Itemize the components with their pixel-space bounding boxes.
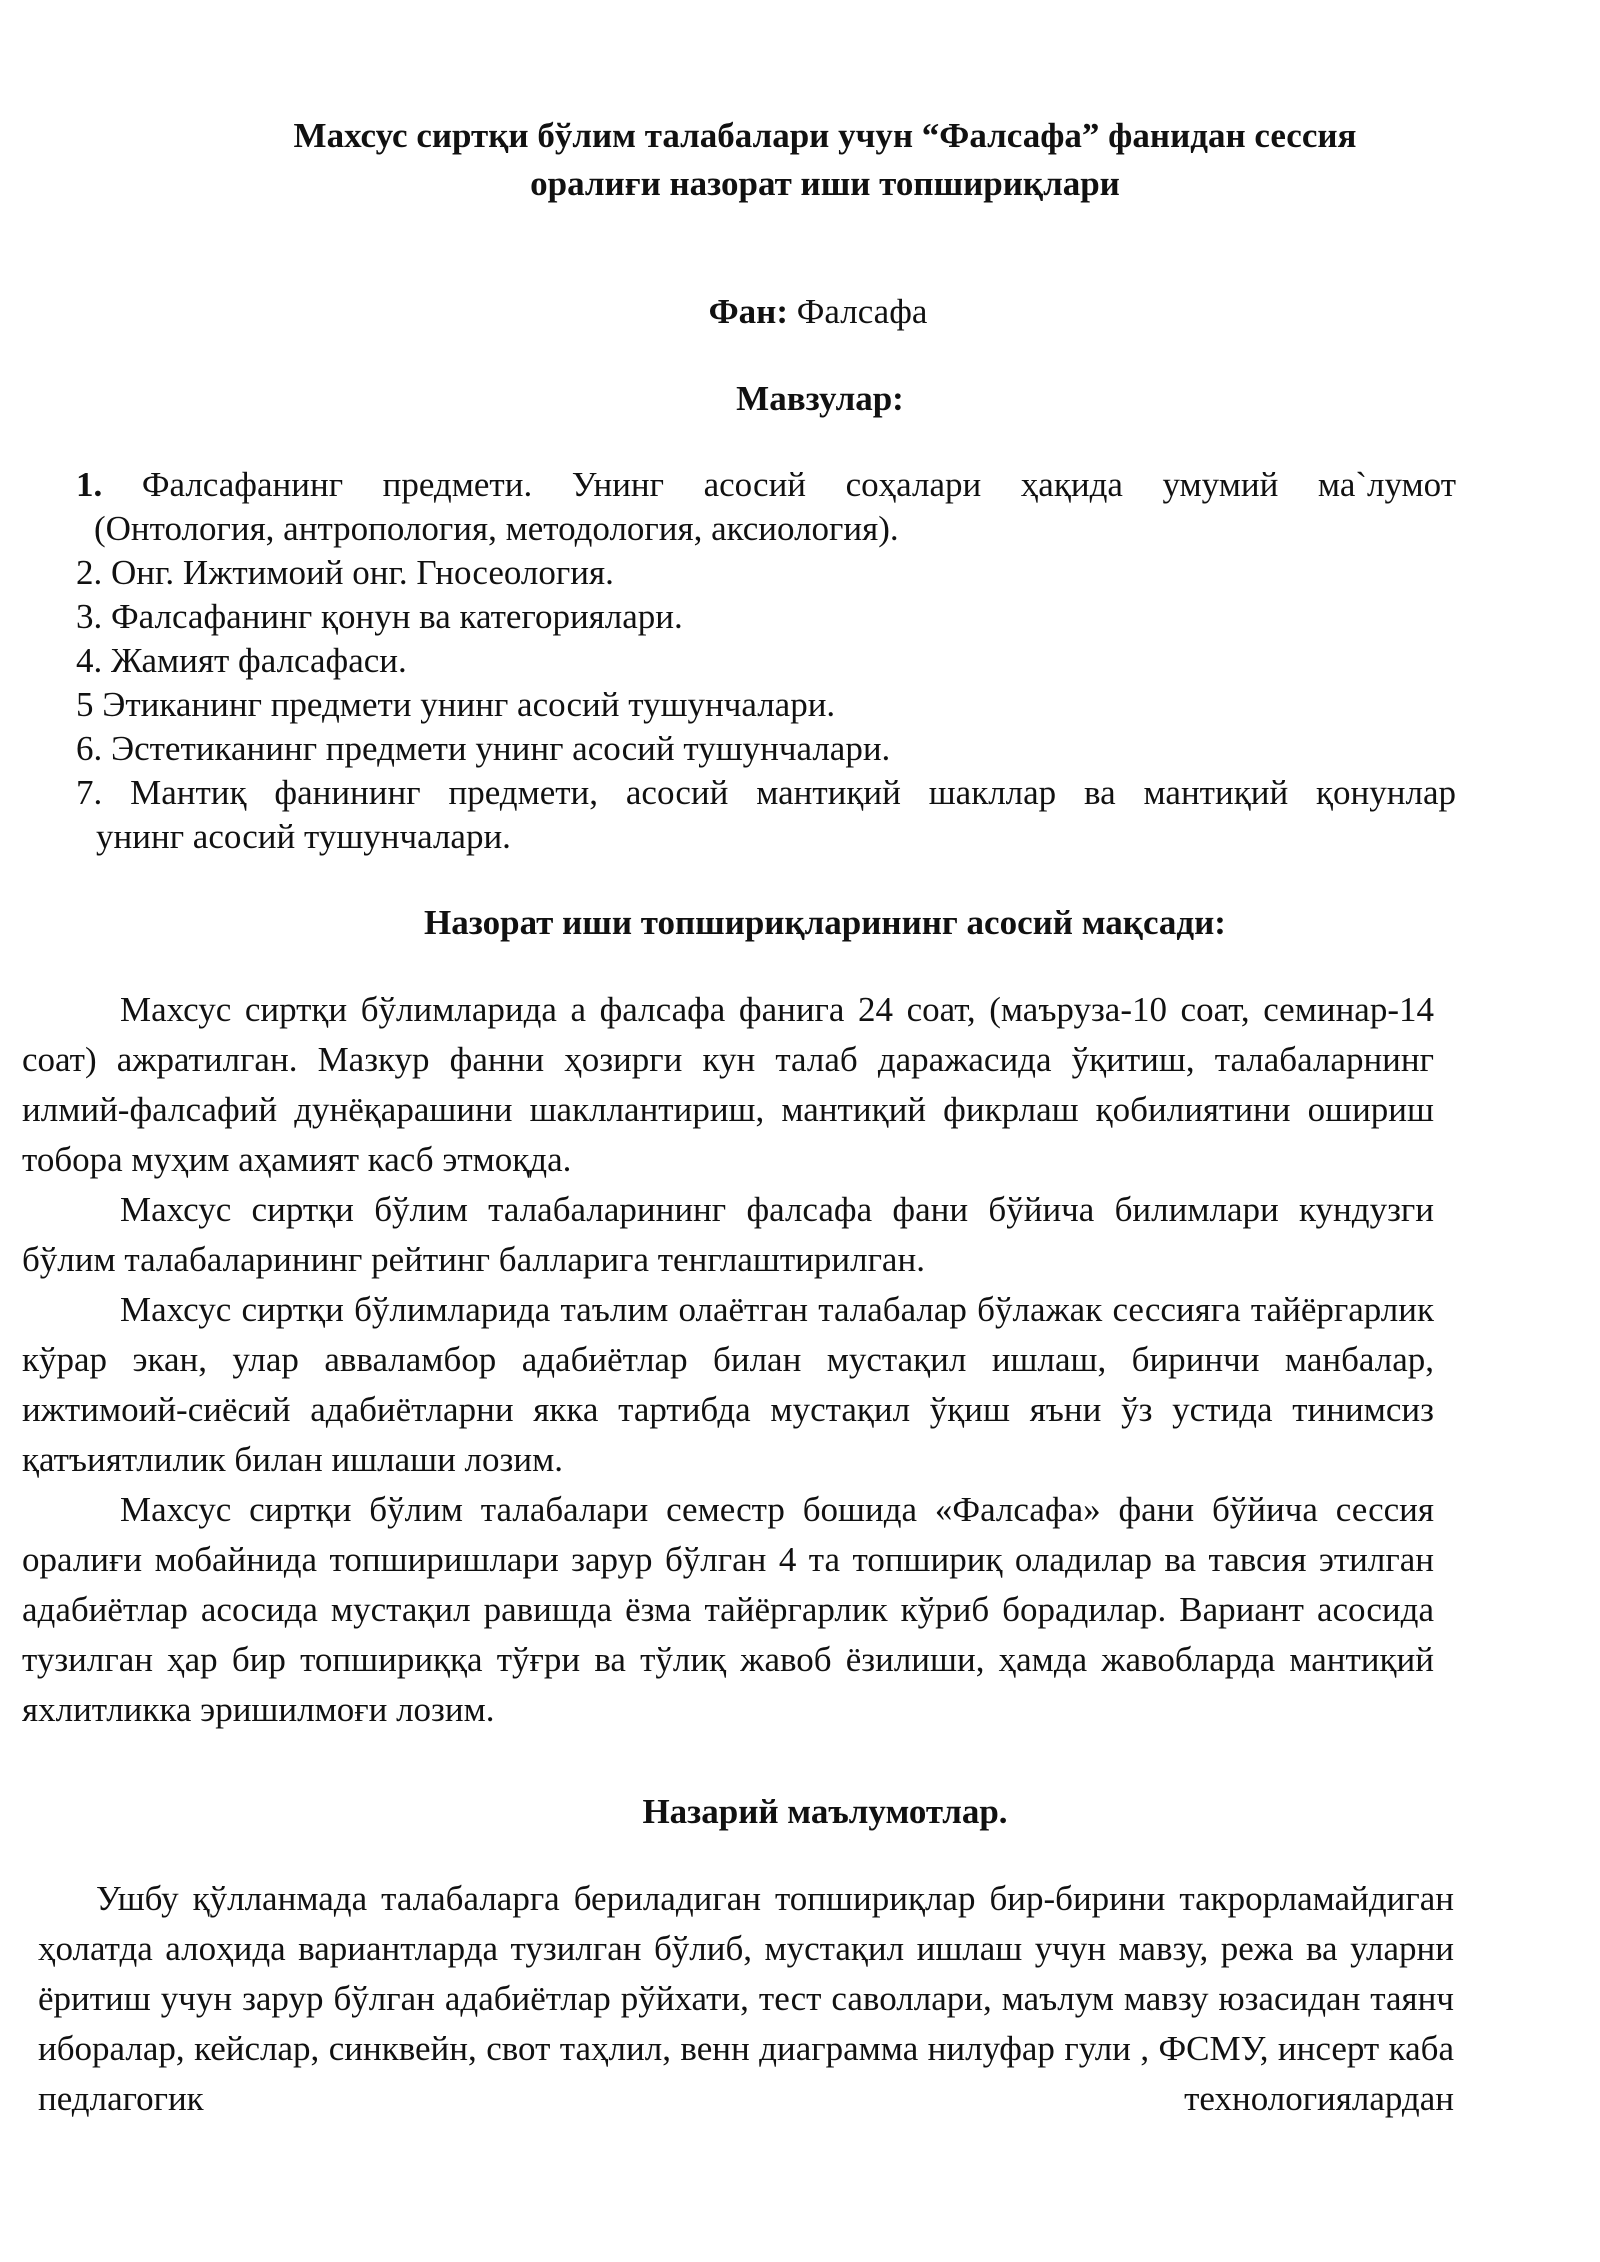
topic-item: 2. Онг. Ижтимоий онг. Гносеология. [76, 553, 614, 592]
topic-item: 5 Этиканинг предмети унинг асосий тушунчалари. [76, 685, 836, 724]
goal-paragraph: Махсус сиртқи бўлим талабалари семестр бошида «Фалсафа» фани бўйича сессия оралиғи мобайнида топширишлари зарур бўлган 4 та топшириқ оладилар ва тавсия этилган адабиётлар асосида мустақил равишда ёзма тайёргарлик кўриб борадилар. Вариант асосида тузилган ҳар бир топшириққа тўғри ва тўлиқ жавоб ёзилиши, ҳамда жавобларда мантиқий яхлитликка эришилмоғи лозим. [22, 1490, 1434, 1729]
topic-item [76, 771, 1456, 859]
theory-heading: Назарий маълумотлар. [642, 1792, 1008, 1831]
topic-item [76, 463, 1456, 551]
topic-text: Фалсафанинг предмети. Унинг асосий соҳалари ҳақида умумий ма`лумот [141, 465, 1456, 504]
goal-paragraph: Махсус сиртқи бўлимларида а фалсафа фанига 24 соат, (маъруза-10 соат, семинар-14 соат) ажратилган. Мазкур фанни ҳозирги кун талаб даражасида ўқитиш, талабаларнинг илмий-фалсафий дунёқарашини шакллантириш, мантиқий фикрлаш қобилиятини ошириш тобора муҳим аҳамият касб этмоқда. [22, 990, 1434, 1179]
theory-paragraph: Ушбу қўлланмада талабаларга бериладиган топшириқлар бир-бирини такрорламайдиган ҳолатда алоҳида вариантларда тузилган бўлиб, мустақил ишлаш учун мавзу, режа ва уларни ёритиш учун зарур бўлган адабиётлар рўйхати, тест саволлари, маълум мавзу юзасидан таянч иборалар, кейслар, синквейн, свот таҳлил, венн диаграмма нилуфар гули , ФСМУ, инсерт каба педлагогик технологиялардан [38, 1879, 1454, 2118]
topic-item: 4. Жамият фалсафаси. [76, 641, 407, 680]
topic-line: 7. Мантиқ фанининг предмети, асосий мантиқий шакллар ва мантиқий қонунлар [76, 773, 1456, 812]
subject-value: Фалсафа [796, 292, 928, 331]
topic-number: 1. [76, 465, 103, 504]
document-title [200, 112, 1450, 208]
topic-item: 3. Фалсафанинг қонун ва категориялари. [76, 597, 683, 636]
topic-line [76, 463, 1456, 507]
document-title-line1: Махсус сиртқи бўлим талабалари учун “Фалсафа” фанидан сессия [293, 116, 1357, 155]
subject-line [0, 287, 1600, 337]
subject-label: Фан: [708, 292, 788, 331]
goal-paragraph: Махсус сиртқи бўлимларида таълим олаётган талабалар бўлажак сессияга тайёргарлик кўрар экан, улар авваламбор адабиётлар билан мустақил ишлаш, биринчи манбалар, ижтимоий-сиёсий адабиётларни якка тартибда мустақил ўқиш яъни ўз устида тинимсиз қатъиятлилик билан ишлаши лозим. [22, 1290, 1434, 1479]
goal-paragraph: Махсус сиртқи бўлим талабаларининг фалсафа фани бўйича билимлари кундузги бўлим талабаларининг рейтинг балларига тенглаштирилган. [22, 1190, 1434, 1279]
topic-continuation: унинг асосий тушунчалари. [96, 817, 511, 856]
goal-heading: Назорат иши топшириқларининг асосий мақсади: [424, 903, 1226, 942]
topic-continuation: (Онтология, антропология, методология, аксиология). [94, 509, 899, 548]
topics-list [76, 463, 1456, 859]
document-title-line2: оралиғи назорат иши топшириқлари [530, 164, 1120, 203]
goal-section [22, 985, 1434, 1735]
topic-item: 6. Эстетиканинг предмети унинг асосий тушунчалари. [76, 729, 891, 768]
topics-heading: Мавзулар: [736, 379, 904, 418]
